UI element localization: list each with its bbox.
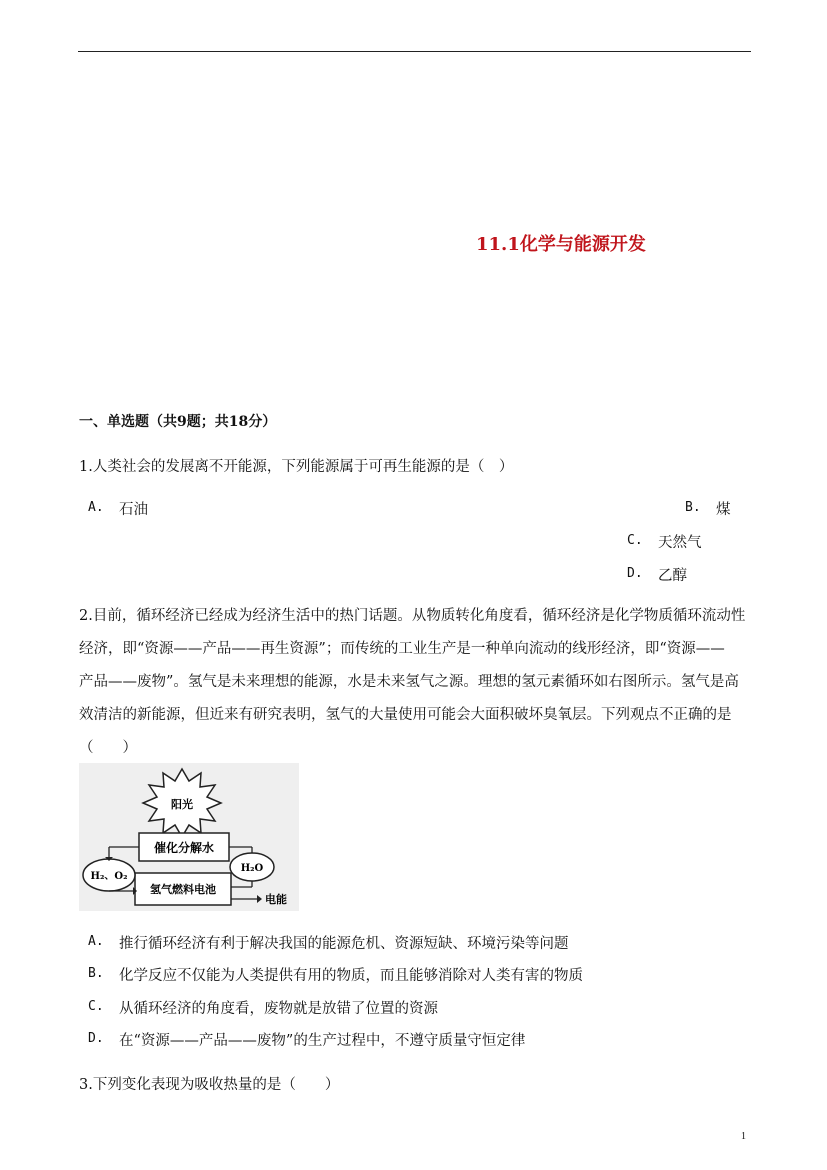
option-text: 推行循环经济有利于解决我国的能源危机、资源短缺、环境污染等问题: [119, 936, 569, 952]
option-letter: A.: [88, 934, 104, 949]
question-2-line-1: 2.目前，循环经济已经成为经济生活中的热门话题。从物质转化角度看，循环经济是化学物质循环流动性: [79, 608, 746, 624]
option-letter: B.: [88, 966, 104, 981]
h2-o2-label: H₂、O₂: [90, 871, 128, 882]
option-text: 从循环经济的角度看，废物就是放错了位置的资源: [119, 1001, 438, 1017]
option-letter: B.: [685, 500, 701, 515]
question-1-stem: 1.人类社会的发展离不开能源，下列能源属于可再生能源的是（ ）: [79, 459, 514, 475]
option-text: 天然气: [658, 535, 702, 551]
sun-label: 阳光: [171, 798, 193, 811]
option-letter: D.: [88, 1031, 104, 1046]
option-text: 乙醇: [658, 568, 687, 584]
h2o-label: H₂O: [240, 863, 264, 874]
section-heading: 一、单选题（共9题；共18分）: [79, 414, 277, 430]
output-label: 电能: [265, 893, 287, 906]
question-2-line-4: 效清洁的新能源，但近来有研究表明，氢气的大量使用可能会大面积破坏臭氧层。下列观点不正确的是: [79, 707, 732, 723]
option-text: 在“资源——产品——废物”的生产过程中，不遵守质量守恒定律: [119, 1033, 526, 1049]
header-rule: [78, 51, 751, 52]
option-letter: D.: [627, 566, 643, 581]
question-2-line-3: 产品——废物”。氢气是未来理想的能源，水是未来氢气之源。理想的氢元素循环如右图所示。氢气是高: [79, 674, 739, 690]
question-2-line-5: （ ）: [79, 740, 137, 756]
document-title: 11.1化学与能源开发: [476, 234, 646, 255]
option-text: 煤: [716, 502, 731, 518]
option-text: 化学反应不仅能为人类提供有用的物质，而且能够消除对人类有害的物质: [119, 968, 583, 984]
question-2-line-2: 经济，即“资源——产品——再生资源”；而传统的工业生产是一种单向流动的线形经济，即“资源——: [79, 641, 725, 657]
option-letter: C.: [88, 999, 104, 1014]
option-letter: A.: [88, 500, 104, 515]
fuel-cell-label: 氢气燃料电池: [150, 883, 216, 896]
page-number: 1: [741, 1131, 746, 1142]
option-text: 石油: [119, 502, 148, 518]
option-letter: C.: [627, 533, 643, 548]
question-3-stem: 3.下列变化表现为吸收热量的是（ ）: [79, 1077, 340, 1093]
hydrogen-cycle-diagram: [79, 763, 299, 911]
catalytic-label: 催化分解水: [153, 841, 215, 855]
